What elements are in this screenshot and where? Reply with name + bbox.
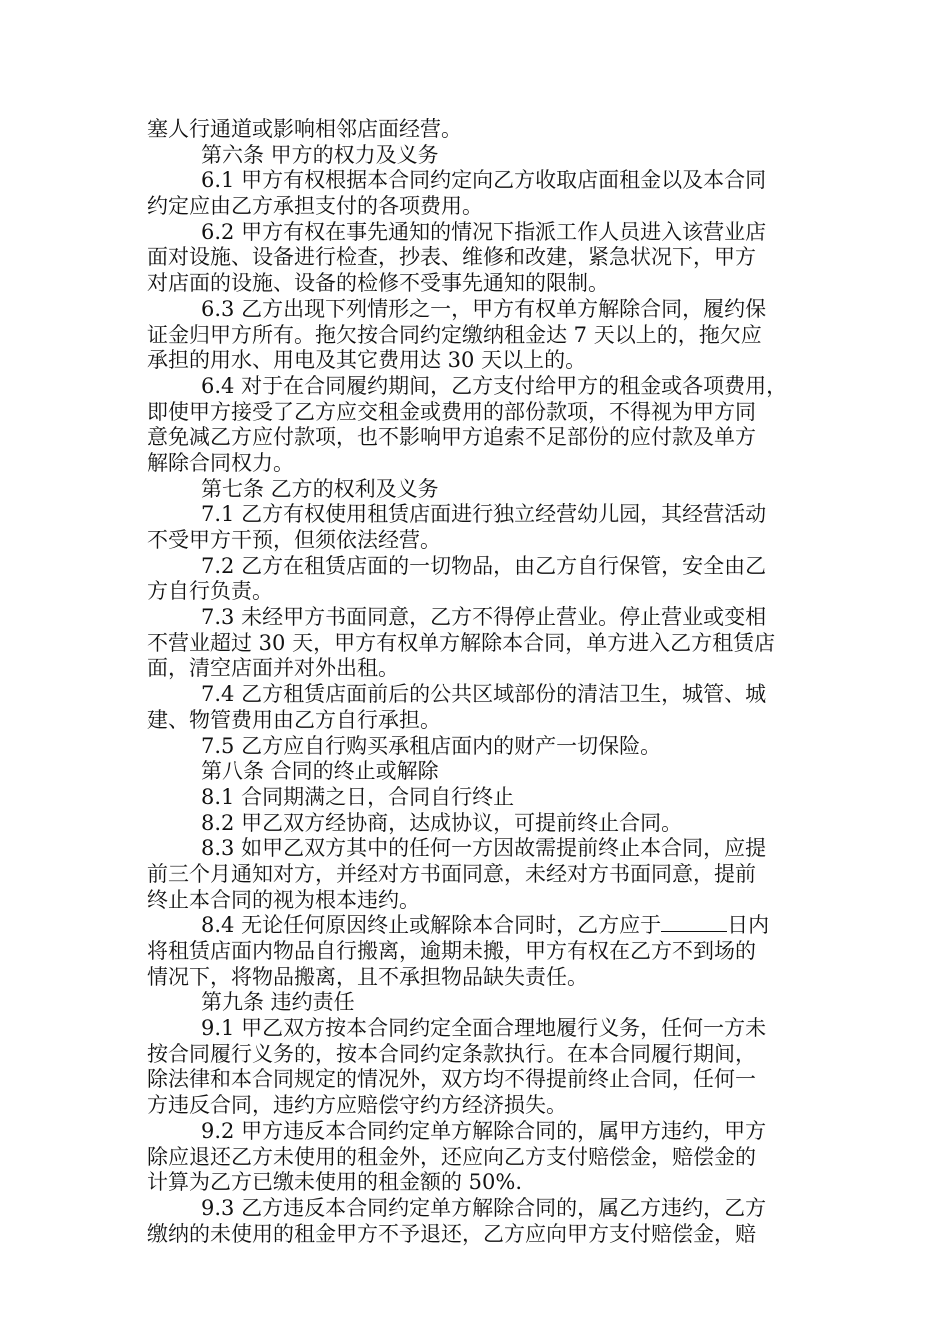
text-line — [147, 1222, 950, 1248]
text-line-content: 8.3 如甲乙双方其中的任何一方因故需提前终止本合同，应提 — [201, 836, 767, 861]
text-line-content: 将租赁店面内物品自行搬离，逾期未搬，甲方有权在乙方不到场的 — [147, 939, 756, 963]
text-line — [147, 400, 950, 426]
text-line — [201, 1016, 950, 1042]
text-line-content: 7.1 乙方有权使用租赁店面进行独立经营幼儿园，其经营活动 — [201, 502, 767, 527]
text-line-content: 方违反合同，违约方应赔偿守约方经济损失。 — [147, 1093, 567, 1118]
text-line — [201, 143, 950, 169]
text-line — [147, 965, 950, 991]
text-line-content: 除应退还乙方未使用的租金外，还应向乙方支付赔偿金，赔偿金的 — [147, 1144, 756, 1169]
text-line-content: 8.4 无论任何原因终止或解除本合同时，乙方应于 — [201, 913, 662, 938]
text-line-content: 面，清空店面并对外出租。 — [147, 656, 399, 681]
text-line-content: 7.3 未经甲方书面同意，乙方不得停止营业。停止营业或变相 — [201, 605, 767, 630]
text-line — [147, 1067, 950, 1093]
text-line-content: 面对设施、设备进行检查，抄表、维修和改建，紧急状况下，甲方 — [147, 245, 756, 270]
text-line — [147, 348, 950, 374]
text-line-content: 证金归甲方所有。拖欠按合同约定缴纳租金达 7 天以上的，拖欠应 — [147, 322, 762, 347]
text-line — [147, 528, 950, 554]
text-line-content: 按合同履行义务的，按本合同约定条款执行。在本合同履行期间， — [147, 1041, 756, 1066]
text-line — [147, 245, 950, 271]
text-line-content: 7.2 乙方在租赁店面的一切物品，由乙方自行保管，安全由乙 — [201, 553, 767, 578]
text-line-content: 第九条 违约责任 — [201, 990, 355, 1015]
text-line-content: 对店面的设施、设备的检修不受事先通知的限制。 — [147, 271, 609, 296]
text-line-content: 第八条 合同的终止或解除 — [201, 759, 439, 784]
text-line — [201, 554, 950, 580]
text-line-content: 情况下，将物品搬离，且不承担物品缺失责任。 — [147, 964, 588, 989]
text-line-content: 9.2 甲方违反本合同约定单方解除合同的，属甲方违约，甲方 — [201, 1118, 767, 1143]
text-line-content: 7.4 乙方租赁店面前后的公共区域部份的清洁卫生，城管、城 — [201, 682, 767, 707]
text-line — [201, 1119, 950, 1145]
text-line — [201, 734, 950, 760]
text-line-tail: 日内 — [727, 913, 770, 938]
text-line — [147, 425, 950, 451]
text-line-content: 约定应由乙方承担支付的各项费用。 — [147, 194, 483, 219]
text-line — [147, 656, 950, 682]
text-line — [147, 323, 950, 349]
text-line-content: 即使甲方接受了乙方应交租金或费用的部份款项，不得视为甲方同 — [147, 399, 756, 424]
text-line-content: 解除合同权力。 — [147, 450, 294, 475]
text-line — [201, 477, 950, 503]
text-line — [147, 888, 950, 914]
text-line — [201, 502, 950, 528]
text-line — [201, 913, 950, 939]
text-line-content: 第六条 甲方的权力及义务 — [201, 142, 439, 167]
text-line — [201, 811, 950, 837]
text-line — [147, 1170, 950, 1196]
text-line — [201, 1196, 950, 1222]
text-line-content: 塞人行通道或影响相邻店面经营。 — [147, 117, 462, 141]
text-line-content: 方自行负责。 — [147, 579, 273, 604]
text-line — [147, 271, 950, 297]
text-line-content: 8.1 合同期满之日，合同自行终止 — [201, 784, 515, 809]
text-line — [201, 374, 950, 400]
text-line — [147, 1042, 950, 1068]
text-line-content: 缴纳的未使用的租金甲方不予退还，乙方应向甲方支付赔偿金，赔 — [147, 1221, 756, 1246]
document-body — [0, 117, 950, 1247]
text-line-content: 7.5 乙方应自行购买承租店面内的财产一切保险。 — [201, 733, 662, 758]
text-line — [201, 605, 950, 631]
text-line — [147, 1093, 950, 1119]
text-line-content: 除法律和本合同规定的情况外，双方均不得提前终止合同，任何一 — [147, 1067, 756, 1092]
text-line-content: 9.3 乙方违反本合同约定单方解除合同的，属乙方违约，乙方 — [201, 1195, 767, 1220]
text-line-content: 不营业超过 30 天，甲方有权单方解除本合同，单方进入乙方租赁店 — [147, 630, 776, 655]
text-line — [147, 579, 950, 605]
text-line — [147, 1145, 950, 1171]
text-line-content: 不受甲方干预，但须依法经营。 — [147, 528, 441, 552]
text-line-content: 承担的用水、用电及其它费用达 30 天以上的。 — [147, 348, 587, 373]
text-line-content: 6.2 甲方有权在事先通知的情况下指派工作人员进入该营业店 — [201, 219, 767, 244]
text-line — [201, 836, 950, 862]
text-line-content: 前三个月通知对方，并经对方书面同意，未经对方书面同意，提前 — [147, 861, 756, 886]
text-line — [147, 862, 950, 888]
text-line — [147, 451, 950, 477]
text-line — [147, 939, 950, 965]
text-line — [201, 759, 950, 785]
text-line-content: 计算为乙方已缴未使用的租金额的 50%. — [147, 1170, 523, 1195]
fill-in-blank — [661, 913, 727, 932]
text-line-content: 第七条 乙方的权利及义务 — [201, 476, 439, 501]
text-line-content: 9.1 甲乙双方按本合同约定全面合理地履行义务，任何一方未 — [201, 1016, 767, 1041]
text-line — [201, 220, 950, 246]
text-line-content: 终止本合同的视为根本违约。 — [147, 887, 420, 912]
text-line — [201, 168, 950, 194]
text-line — [147, 708, 950, 734]
text-line — [201, 682, 950, 708]
text-line — [201, 297, 950, 323]
text-line-content: 建、物管费用由乙方自行承担。 — [147, 707, 441, 732]
text-line — [147, 117, 950, 143]
text-line — [147, 194, 950, 220]
text-line-content: 6.1 甲方有权根据本合同约定向乙方收取店面租金以及本合同 — [201, 168, 767, 193]
text-line-content: 意免减乙方应付款项，也不影响甲方追索不足部份的应付款及单方 — [147, 425, 756, 450]
text-line — [147, 631, 950, 657]
text-line-content: 6.3 乙方出现下列情形之一，甲方有权单方解除合同，履约保 — [201, 296, 767, 321]
text-line — [201, 785, 950, 811]
text-line-content: 8.2 甲乙双方经协商，达成协议，可提前终止合同。 — [201, 810, 683, 835]
text-line-content: 6.4 对于在合同履约期间，乙方支付给甲方的租金或各项费用， — [201, 373, 788, 398]
text-line — [201, 990, 950, 1016]
